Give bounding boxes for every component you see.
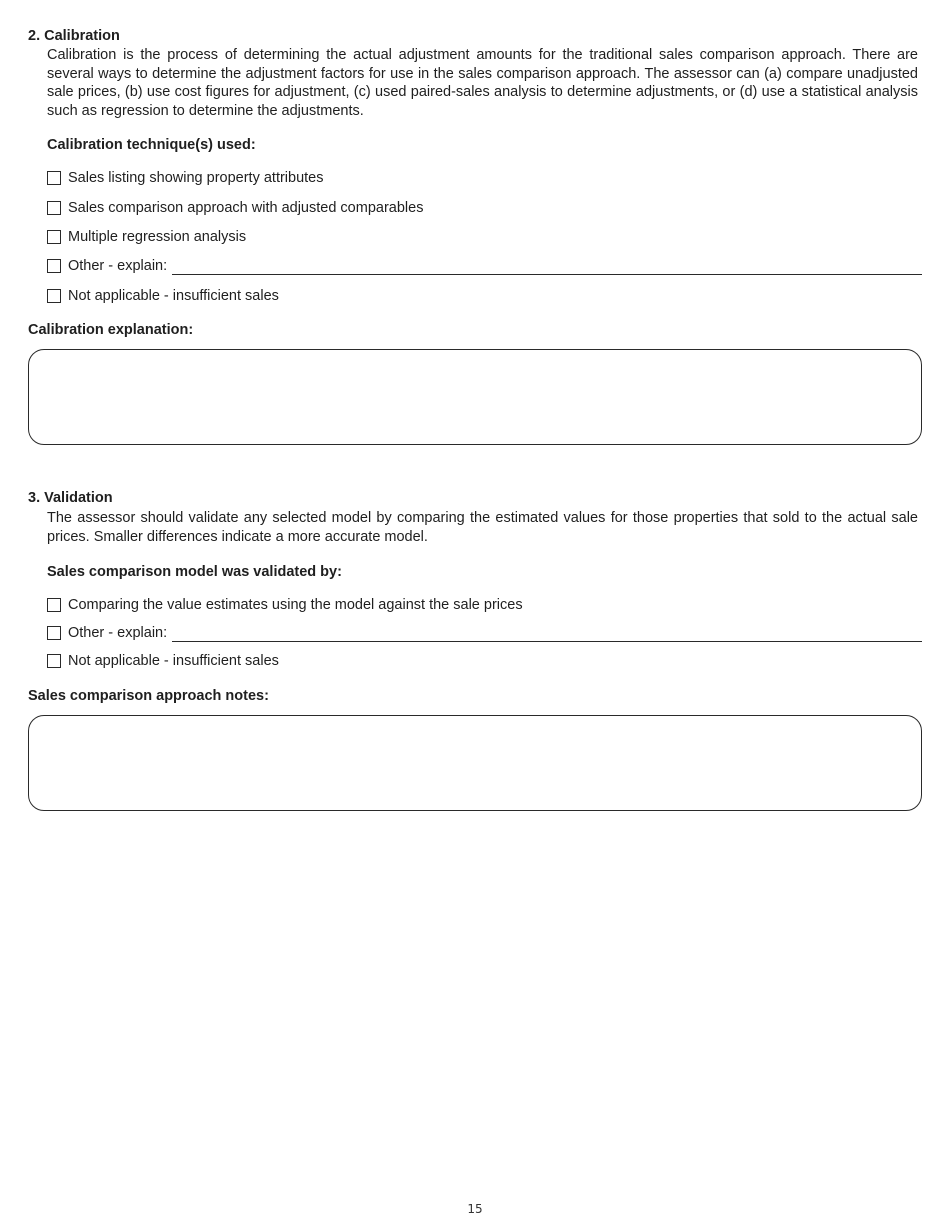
calibration-option-label: Other - explain: [68,258,168,274]
validation-method-label: Sales comparison model was validated by: [47,564,342,580]
calibration-option-adjusted-comparables [47,198,922,218]
validation-option-not-applicable [47,651,922,671]
calibration-regression-checkbox[interactable] [47,230,61,244]
validation-description: The assessor should validate any selected model by comparing the estimated values for those properties that sold to the actual sale prices. Smaller differences indicate a more accurate model. [47,510,918,545]
validation-option-label: Other - explain: [68,625,168,641]
calibration-option-other [47,256,922,276]
calibration-option-label: Not applicable - insufficient sales [68,288,279,304]
calibration-explanation-label: Calibration explanation: [28,322,194,338]
calibration-option-label: Multiple regression analysis [68,229,247,245]
calibration-techniques-label: Calibration technique(s) used: [47,137,256,153]
calibration-heading: 2. Calibration [28,28,120,44]
calibration-option-regression [47,227,922,247]
validation-option-compare-estimates [47,595,922,615]
validation-other-explain-input[interactable] [172,625,922,642]
validation-heading: 3. Validation [28,490,113,506]
calibration-description: Calibration is the process of determining the actual adjustment amounts for the traditional sales comparison approach. There are several ways to determine the adjustment factors for use in the sales comparison approach. The assessor can (a) compare unadjusted sale prices, (b) use cost figures for adjustment, (c) used paired-sales analysis to determine adjustments, or (d) use a statistical analysis such as regression to determine the adjustments. [47,47,918,119]
sales-comparison-notes-label: Sales comparison approach notes: [28,688,269,704]
calibration-other-checkbox[interactable] [47,259,61,273]
calibration-option-label: Sales listing showing property attributes [68,170,324,186]
calibration-adjusted-comparables-checkbox[interactable] [47,201,61,215]
validation-option-other [47,623,922,643]
calibration-option-label: Sales comparison approach with adjusted comparables [68,200,424,216]
validation-compare-estimates-checkbox[interactable] [47,598,61,612]
calibration-other-explain-input[interactable] [172,258,922,275]
calibration-not-applicable-checkbox[interactable] [47,289,61,303]
sales-comparison-notes-textbox[interactable] [28,715,922,811]
validation-option-label: Not applicable - insufficient sales [68,653,279,669]
calibration-sales-listing-checkbox[interactable] [47,171,61,185]
validation-not-applicable-checkbox[interactable] [47,654,61,668]
calibration-explanation-textbox[interactable] [28,349,922,445]
validation-option-label: Comparing the value estimates using the model against the sale prices [68,597,523,613]
page-number: 15 [467,1202,483,1216]
calibration-option-not-applicable [47,286,922,306]
calibration-option-sales-listing [47,168,922,188]
validation-other-checkbox[interactable] [47,626,61,640]
